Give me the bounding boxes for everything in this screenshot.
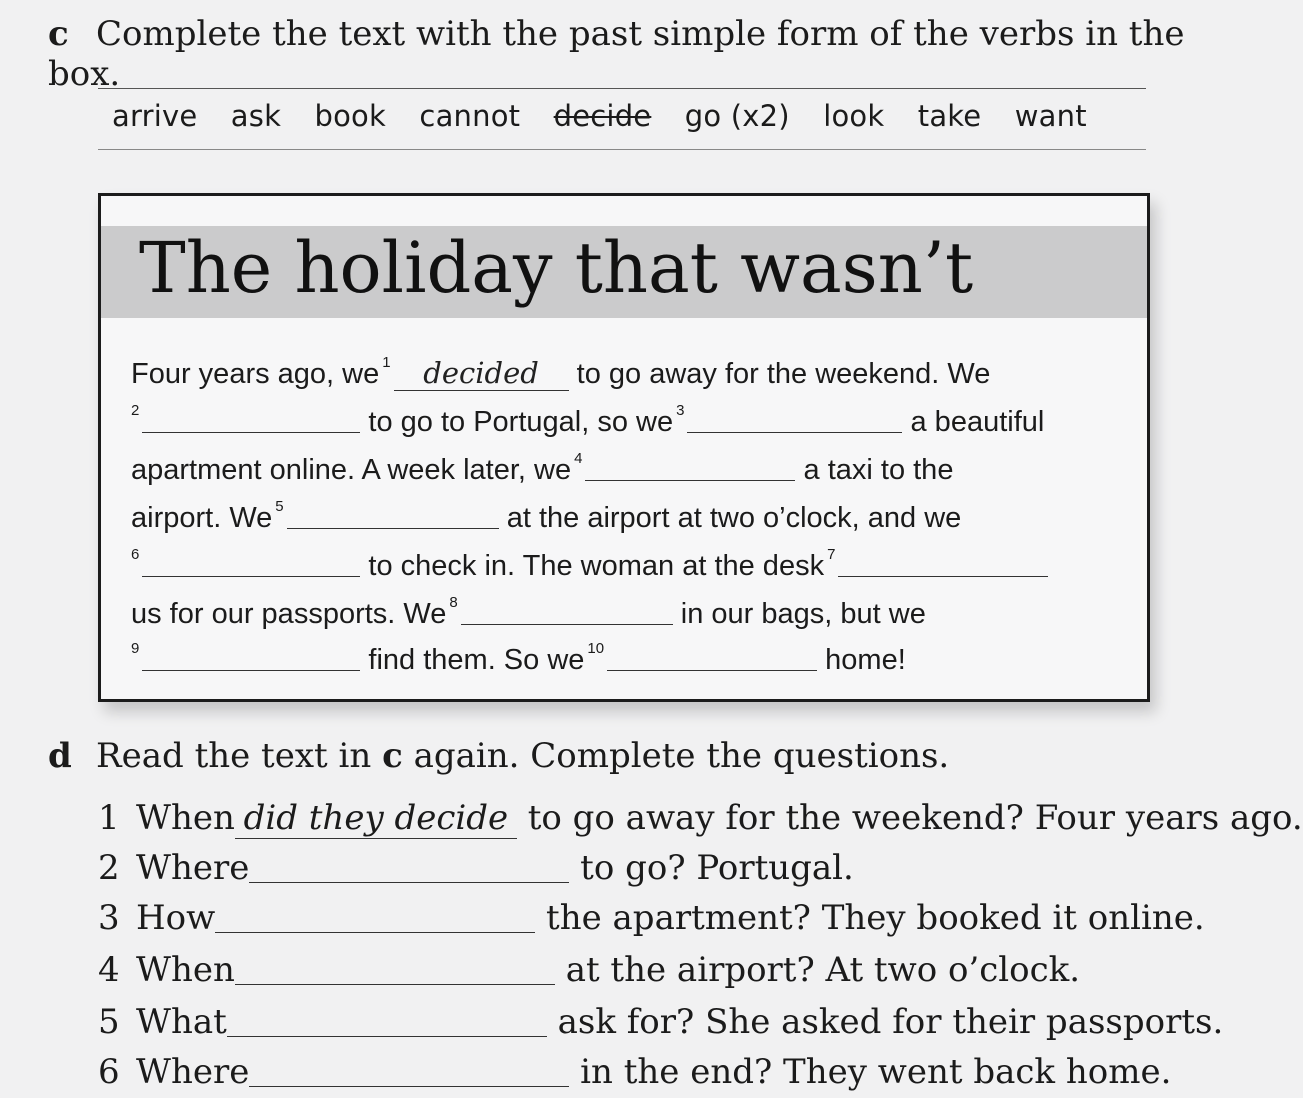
question-row [98,898,1205,938]
word-item: book [314,99,386,133]
answer-gap[interactable] [287,504,499,529]
answer-gap[interactable] [585,456,795,481]
question-number: 4 [98,950,120,990]
text-span: apartment online. A week later, we [131,454,572,486]
word-item: arrive [112,99,198,133]
gap-number: 8 [449,594,458,611]
question-answer-gap[interactable] [249,1058,569,1087]
question-row [98,798,1303,839]
instruction-part: Read the text in [96,736,372,776]
text-span: to check in. The woman at the desk [368,550,825,582]
answer-gap[interactable] [142,646,360,671]
text-line [131,394,1044,439]
section-letter: c [48,14,69,54]
gap-number: 6 [131,546,140,563]
question-answer-gap[interactable] [227,1008,547,1037]
story-title: The holiday that wasn’t [139,227,974,309]
text-span: find them. So we [368,644,585,676]
question-start: Where [136,848,250,888]
answer-gap[interactable] [142,552,360,577]
question-end: to go? Portugal. [580,848,854,888]
answer-gap[interactable] [607,646,817,671]
text-line [131,442,953,487]
answer-gap[interactable] [687,408,902,433]
question-end: to go away for the weekend? Four years ago. [527,798,1303,838]
text-span: Four years ago, we [131,358,380,390]
question-row [98,848,854,888]
question-start: What [136,1002,227,1042]
section-c-heading [48,14,1200,94]
text-span: a beautiful [910,406,1045,438]
question-row [98,950,1080,990]
question-answer-gap[interactable]: did they decide [235,798,517,839]
story-panel [98,193,1150,702]
gap-number: 7 [827,546,836,563]
word-item-struck: decide [553,99,652,133]
word-item: go (x2) [684,99,790,133]
text-line [131,586,926,631]
word-item: ask [230,99,282,133]
section-instruction: Complete the text with the past simple form of the verbs in the box. [48,14,1185,94]
word-item: take [917,99,982,133]
question-row [98,1052,1171,1092]
answer-gap[interactable]: decided [394,356,569,391]
question-start: When [136,798,235,838]
question-end: the apartment? They booked it online. [546,898,1205,938]
question-number: 1 [98,798,120,838]
text-span: a taxi to the [803,454,954,486]
section-letter: d [48,736,72,776]
text-span: airport. We [131,502,273,534]
question-row [98,1002,1223,1042]
gap-number: 9 [131,640,140,657]
word-item: want [1014,99,1087,133]
word-box [98,88,1146,150]
question-number: 2 [98,848,120,888]
question-start: When [136,950,235,990]
gap-number: 3 [676,402,685,419]
text-span: home! [825,644,906,676]
gap-number: 1 [382,354,391,371]
word-list [112,99,1111,133]
text-line [131,538,1048,583]
answer-gap[interactable] [142,408,360,433]
question-end: ask for? She asked for their passports. [557,1002,1224,1042]
text-span: at the airport at two o’clock, and we [506,502,962,534]
text-line [131,346,990,391]
word-item: cannot [419,99,521,133]
text-line [131,632,906,677]
question-number: 3 [98,898,120,938]
text-span: us for our passports. We [131,598,447,630]
question-end: at the airport? At two o’clock. [565,950,1081,990]
text-span: to go to Portugal, so we [368,406,674,438]
answer-gap[interactable] [838,552,1048,577]
question-end: in the end? They went back home. [580,1052,1172,1092]
question-answer-gap[interactable] [235,956,555,985]
text-line [131,490,961,535]
question-start: How [136,898,216,938]
text-span: in our bags, but we [680,598,926,630]
question-number: 6 [98,1052,120,1092]
question-answer-gap[interactable] [249,854,569,883]
gap-number: 2 [131,402,140,419]
word-item: look [823,99,885,133]
gap-number: 4 [574,450,583,467]
gap-number: 5 [275,498,284,515]
instruction-bold: c [382,736,403,776]
question-number: 5 [98,1002,120,1042]
question-answer-gap[interactable] [215,904,535,933]
instruction-part: again. Complete the questions. [413,736,950,776]
question-start: Where [136,1052,250,1092]
answer-gap[interactable] [461,600,673,625]
text-span: to go away for the weekend. We [576,358,991,390]
section-d-heading [48,736,949,776]
gap-number: 10 [587,640,605,657]
